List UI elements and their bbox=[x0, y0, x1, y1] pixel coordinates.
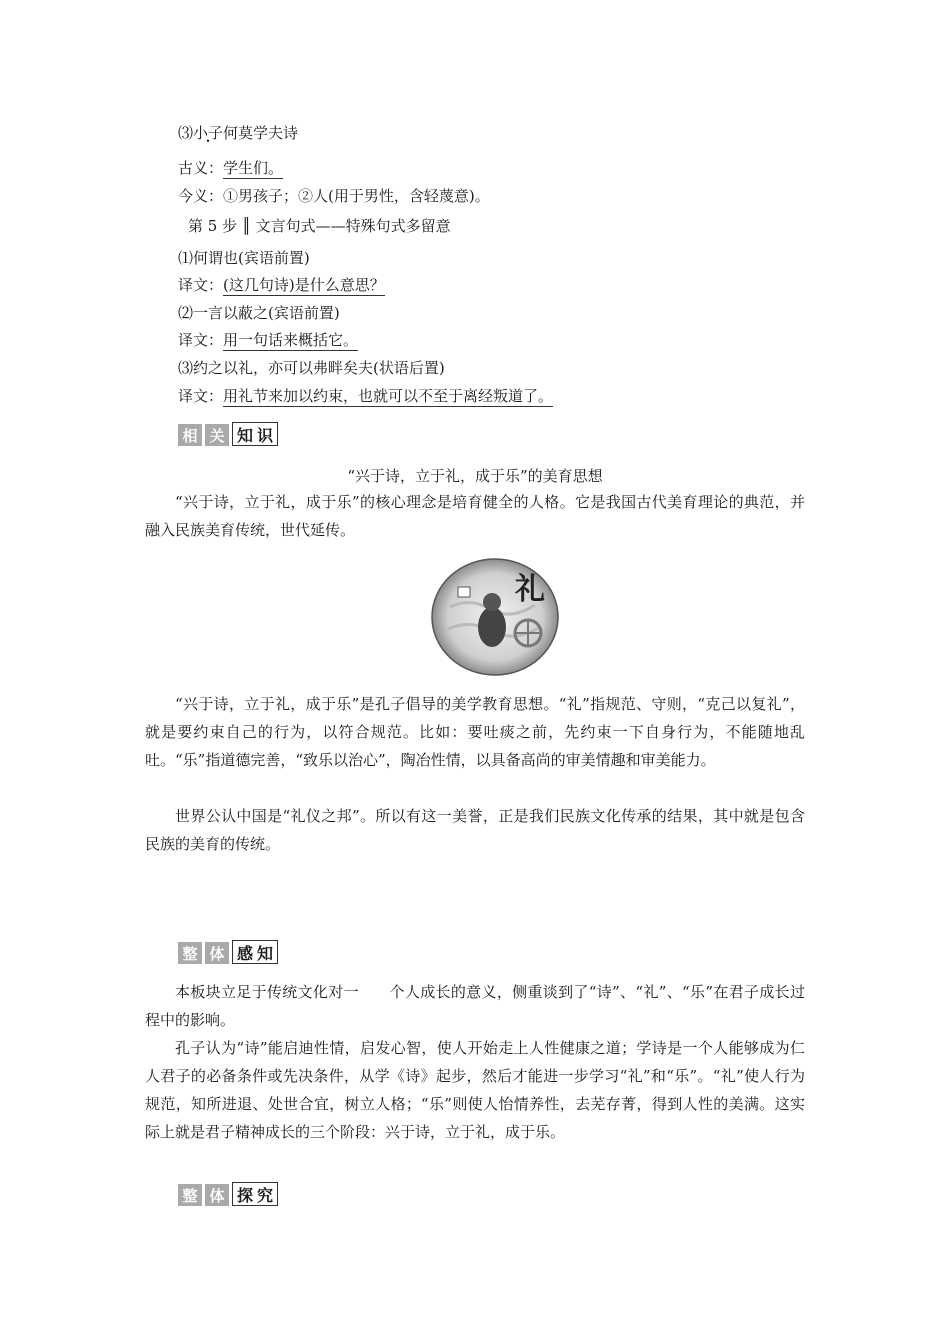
paragraph: “兴于诗，立于礼，成于乐”的核心理念是培育健全的人格。它是我国古代美育理论的典范，并融入民族美育传统，世代延传。 bbox=[145, 493, 805, 539]
related-para-3 bbox=[145, 802, 805, 858]
jin-yi-label: 今义： bbox=[178, 187, 224, 205]
translation-text: 用礼节来加以约束，也就可以不至于离经叛道了。 bbox=[223, 387, 554, 405]
tag-box-char: 究 bbox=[257, 1185, 274, 1205]
circle-emblem bbox=[430, 557, 560, 677]
step5-translation-3 bbox=[178, 386, 553, 406]
item-text: 何莫学夫诗 bbox=[223, 124, 299, 142]
paragraph: “兴于诗，立于礼，成于乐”是孔子倡导的美学教育思想。“礼”指规范、守则，“克己以复礼”，就是要约束自己的行为，以符合规范。比如：要吐痰之前，先约束一下自身行为，不能随地乱吐。“乐”指道德完善，“致乐以治心”，陶冶性情，以具备高尚的审美情趣和审美能力。 bbox=[145, 695, 805, 769]
tag-box bbox=[232, 940, 278, 964]
tag-gray-char: 关 bbox=[205, 424, 229, 446]
gu-yi-label: 古义： bbox=[178, 159, 224, 177]
jin-yi-line bbox=[178, 186, 490, 206]
translation-text: (这几句诗)是什么意思？ bbox=[223, 276, 385, 294]
overall-para-2 bbox=[145, 1034, 805, 1146]
translation-text: 用一句话来概括它。 bbox=[223, 331, 359, 349]
tag-box-char: 识 bbox=[257, 425, 274, 445]
tag-gray-char: 体 bbox=[205, 942, 229, 964]
article-title: “兴于诗，立于礼，成于乐”的美育思想 bbox=[347, 467, 603, 485]
dotted-word: 小子 bbox=[193, 124, 224, 142]
step5-sentence-3: ⑶约之以礼，亦可以弗畔矣夫(状语后置) bbox=[178, 359, 445, 377]
paragraph: 本板块立足于传统文化对一 个人成长的意义，侧重谈到了“诗”、“礼”、“乐”在君子成长过程中的影响。 bbox=[145, 983, 805, 1029]
item-number: ⑶ bbox=[178, 124, 194, 142]
step5-translation-1 bbox=[178, 275, 385, 295]
tag-gray-char: 体 bbox=[205, 1184, 229, 1206]
section-tag-overall-explore bbox=[178, 1182, 278, 1206]
section-tag-related-knowledge bbox=[178, 422, 278, 446]
confucius-li-image bbox=[430, 557, 560, 677]
tag-gray-char: 整 bbox=[178, 1184, 202, 1206]
gu-yi-line bbox=[178, 158, 283, 178]
step5-translation-2 bbox=[178, 330, 358, 350]
translation-label: 译文： bbox=[178, 276, 224, 294]
tag-gray-char: 整 bbox=[178, 942, 202, 964]
related-para-2 bbox=[145, 690, 805, 774]
step5-sentence-2: ⑵一言以蔽之(宾语前置) bbox=[178, 304, 340, 322]
tag-box-char: 探 bbox=[237, 1185, 254, 1205]
step5-sentence-1: ⑴何谓也(宾语前置) bbox=[178, 249, 310, 267]
translation-label: 译文： bbox=[178, 331, 224, 349]
tag-gray-char: 相 bbox=[178, 424, 202, 446]
overall-para-1 bbox=[145, 978, 805, 1034]
tag-box bbox=[232, 1182, 278, 1206]
paragraph: 孔子认为“诗”能启迪性情，启发心智，使人开始走上人性健康之道；学诗是一个人能够成为仁人君子的必备条件或先决条件，从学《诗》起步，然后才能进一步学习“礼”和“乐”。“礼”使人行为规范，知所进退、处世合宜，树立人格；“乐”则使人怡情养性，去芜存菁，得到人性的美满。这实际上就是君子精神成长的三个阶段：兴于诗，立于礼，成于乐。 bbox=[145, 1039, 805, 1141]
section-tag-overall-perception bbox=[178, 940, 278, 964]
gu-yi-value: 学生们。 bbox=[223, 159, 284, 177]
tag-box bbox=[232, 422, 278, 446]
item3-line bbox=[178, 123, 298, 143]
tag-box-char: 知 bbox=[237, 425, 254, 445]
tag-box-char: 知 bbox=[257, 943, 274, 963]
related-para-1 bbox=[145, 488, 805, 544]
step5-heading: 第 5 步 ║ 文言句式——特殊句式多留意 bbox=[188, 217, 451, 235]
jin-yi-value: ①男孩子；②人(用于男性，含轻蔑意)。 bbox=[223, 187, 490, 205]
tag-box-char: 感 bbox=[237, 943, 254, 963]
translation-label: 译文： bbox=[178, 387, 224, 405]
paragraph: 世界公认中国是“礼仪之邦”。所以有这一美誉，正是我们民族文化传承的结果，其中就是包含民族的美育的传统。 bbox=[145, 807, 805, 853]
li-character: 礼 bbox=[515, 572, 545, 607]
